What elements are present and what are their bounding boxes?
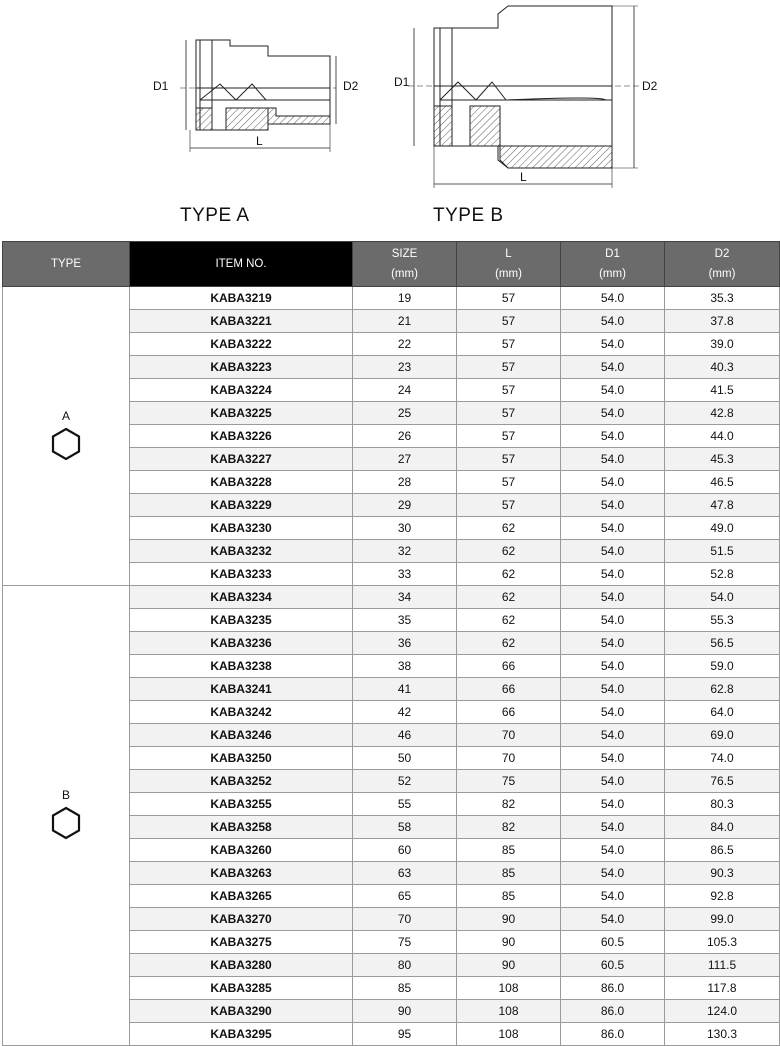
d1-cell: 54.0 <box>561 839 665 862</box>
item-number-cell: KABA3227 <box>130 448 353 471</box>
l-cell: 85 <box>457 885 561 908</box>
d1-cell: 54.0 <box>561 586 665 609</box>
d1-cell: 86.0 <box>561 1000 665 1023</box>
header-type: TYPE <box>3 242 130 287</box>
item-number-cell: KABA3250 <box>130 747 353 770</box>
socket-drawings <box>0 0 780 240</box>
type-a-l-label: L <box>256 134 263 148</box>
l-cell: 57 <box>457 448 561 471</box>
l-cell: 57 <box>457 310 561 333</box>
hexagon-icon <box>49 427 83 464</box>
size-cell: 25 <box>353 402 457 425</box>
d1-cell: 54.0 <box>561 908 665 931</box>
type-a-d1-label: D1 <box>153 79 169 93</box>
d2-cell: 117.8 <box>665 977 780 1000</box>
item-number-cell: KABA3221 <box>130 310 353 333</box>
item-number-cell: KABA3241 <box>130 678 353 701</box>
d2-cell: 69.0 <box>665 724 780 747</box>
size-cell: 90 <box>353 1000 457 1023</box>
item-number-cell: KABA3280 <box>130 954 353 977</box>
l-cell: 62 <box>457 609 561 632</box>
item-number-cell: KABA3285 <box>130 977 353 1000</box>
item-number-cell: KABA3290 <box>130 1000 353 1023</box>
size-cell: 24 <box>353 379 457 402</box>
type-b-d2-label: D2 <box>642 79 658 93</box>
item-number-cell: KABA3265 <box>130 885 353 908</box>
d1-cell: 54.0 <box>561 287 665 310</box>
type-letter: B <box>61 788 70 802</box>
d1-cell: 54.0 <box>561 356 665 379</box>
item-number-cell: KABA3226 <box>130 425 353 448</box>
item-number-cell: KABA3223 <box>130 356 353 379</box>
item-number-cell: KABA3219 <box>130 287 353 310</box>
l-cell: 70 <box>457 747 561 770</box>
type-group-cell <box>3 287 130 586</box>
d1-cell: 54.0 <box>561 724 665 747</box>
d1-cell: 60.5 <box>561 954 665 977</box>
item-number-cell: KABA3258 <box>130 816 353 839</box>
d1-cell: 54.0 <box>561 770 665 793</box>
d2-cell: 39.0 <box>665 333 780 356</box>
size-cell: 75 <box>353 931 457 954</box>
l-cell: 85 <box>457 862 561 885</box>
d2-cell: 42.8 <box>665 402 780 425</box>
table-body <box>3 287 780 1046</box>
size-cell: 80 <box>353 954 457 977</box>
d1-cell: 54.0 <box>561 885 665 908</box>
item-number-cell: KABA3242 <box>130 701 353 724</box>
d1-cell: 54.0 <box>561 609 665 632</box>
type-a-d2-label: D2 <box>343 79 359 93</box>
item-number-cell: KABA3233 <box>130 563 353 586</box>
item-number-cell: KABA3295 <box>130 1023 353 1046</box>
d2-cell: 80.3 <box>665 793 780 816</box>
size-cell: 85 <box>353 977 457 1000</box>
header-item-no: ITEM NO. <box>130 242 353 287</box>
d2-cell: 40.3 <box>665 356 780 379</box>
l-cell: 62 <box>457 632 561 655</box>
table-row <box>3 586 780 609</box>
d1-cell: 54.0 <box>561 747 665 770</box>
d2-cell: 54.0 <box>665 586 780 609</box>
size-cell: 22 <box>353 333 457 356</box>
d2-cell: 62.8 <box>665 678 780 701</box>
d2-cell: 90.3 <box>665 862 780 885</box>
item-number-cell: KABA3246 <box>130 724 353 747</box>
header-d2: D2 (mm) <box>665 242 780 287</box>
item-number-cell: KABA3236 <box>130 632 353 655</box>
l-cell: 82 <box>457 793 561 816</box>
size-cell: 21 <box>353 310 457 333</box>
size-cell: 27 <box>353 448 457 471</box>
d2-cell: 35.3 <box>665 287 780 310</box>
item-number-cell: KABA3234 <box>130 586 353 609</box>
d2-cell: 84.0 <box>665 816 780 839</box>
l-cell: 70 <box>457 724 561 747</box>
d1-cell: 54.0 <box>561 563 665 586</box>
d2-cell: 56.5 <box>665 632 780 655</box>
d1-cell: 54.0 <box>561 494 665 517</box>
d2-cell: 52.8 <box>665 563 780 586</box>
d1-cell: 86.0 <box>561 1023 665 1046</box>
item-number-cell: KABA3255 <box>130 793 353 816</box>
item-number-cell: KABA3252 <box>130 770 353 793</box>
size-cell: 60 <box>353 839 457 862</box>
l-cell: 108 <box>457 1023 561 1046</box>
l-cell: 57 <box>457 494 561 517</box>
size-cell: 26 <box>353 425 457 448</box>
size-cell: 63 <box>353 862 457 885</box>
type-b-caption: TYPE B <box>433 205 504 226</box>
d1-cell: 60.5 <box>561 931 665 954</box>
d1-cell: 54.0 <box>561 425 665 448</box>
type-b-l-label: L <box>520 170 527 184</box>
l-cell: 66 <box>457 655 561 678</box>
l-cell: 90 <box>457 908 561 931</box>
d2-cell: 86.5 <box>665 839 780 862</box>
size-cell: 35 <box>353 609 457 632</box>
d2-cell: 111.5 <box>665 954 780 977</box>
l-cell: 82 <box>457 816 561 839</box>
size-cell: 30 <box>353 517 457 540</box>
d1-cell: 54.0 <box>561 678 665 701</box>
d2-cell: 46.5 <box>665 471 780 494</box>
l-cell: 57 <box>457 425 561 448</box>
diagram-area <box>0 0 780 240</box>
size-cell: 42 <box>353 701 457 724</box>
size-cell: 95 <box>353 1023 457 1046</box>
d2-cell: 49.0 <box>665 517 780 540</box>
l-cell: 66 <box>457 678 561 701</box>
l-cell: 62 <box>457 586 561 609</box>
l-cell: 57 <box>457 402 561 425</box>
item-number-cell: KABA3225 <box>130 402 353 425</box>
d1-cell: 54.0 <box>561 310 665 333</box>
type-group-cell <box>3 586 130 1046</box>
table-header-row <box>3 242 780 287</box>
d1-cell: 86.0 <box>561 977 665 1000</box>
d2-cell: 41.5 <box>665 379 780 402</box>
item-number-cell: KABA3238 <box>130 655 353 678</box>
l-cell: 62 <box>457 563 561 586</box>
d1-cell: 54.0 <box>561 632 665 655</box>
d2-cell: 99.0 <box>665 908 780 931</box>
d1-cell: 54.0 <box>561 816 665 839</box>
l-cell: 75 <box>457 770 561 793</box>
size-cell: 34 <box>353 586 457 609</box>
item-number-cell: KABA3260 <box>130 839 353 862</box>
size-cell: 65 <box>353 885 457 908</box>
d1-cell: 54.0 <box>561 701 665 724</box>
l-cell: 57 <box>457 333 561 356</box>
size-cell: 50 <box>353 747 457 770</box>
l-cell: 90 <box>457 931 561 954</box>
l-cell: 57 <box>457 471 561 494</box>
header-d1: D1 (mm) <box>561 242 665 287</box>
item-number-cell: KABA3229 <box>130 494 353 517</box>
table-row <box>3 287 780 310</box>
d2-cell: 124.0 <box>665 1000 780 1023</box>
item-number-cell: KABA3263 <box>130 862 353 885</box>
size-cell: 38 <box>353 655 457 678</box>
size-cell: 23 <box>353 356 457 379</box>
item-number-cell: KABA3230 <box>130 517 353 540</box>
d1-cell: 54.0 <box>561 862 665 885</box>
specification-table <box>2 241 780 1046</box>
d2-cell: 105.3 <box>665 931 780 954</box>
d1-cell: 54.0 <box>561 379 665 402</box>
d1-cell: 54.0 <box>561 471 665 494</box>
size-cell: 46 <box>353 724 457 747</box>
d2-cell: 59.0 <box>665 655 780 678</box>
l-cell: 108 <box>457 1000 561 1023</box>
l-cell: 57 <box>457 356 561 379</box>
d2-cell: 76.5 <box>665 770 780 793</box>
size-cell: 36 <box>353 632 457 655</box>
header-size: SIZE (mm) <box>353 242 457 287</box>
item-number-cell: KABA3228 <box>130 471 353 494</box>
l-cell: 62 <box>457 540 561 563</box>
item-number-cell: KABA3222 <box>130 333 353 356</box>
d2-cell: 92.8 <box>665 885 780 908</box>
type-a-caption: TYPE A <box>180 205 250 226</box>
d1-cell: 54.0 <box>561 540 665 563</box>
item-number-cell: KABA3224 <box>130 379 353 402</box>
size-cell: 28 <box>353 471 457 494</box>
size-cell: 55 <box>353 793 457 816</box>
d2-cell: 51.5 <box>665 540 780 563</box>
type-b-socket-drawing <box>408 6 640 188</box>
d2-cell: 44.0 <box>665 425 780 448</box>
type-letter: A <box>61 408 70 423</box>
d2-cell: 47.8 <box>665 494 780 517</box>
d1-cell: 54.0 <box>561 517 665 540</box>
d2-cell: 55.3 <box>665 609 780 632</box>
d1-cell: 54.0 <box>561 333 665 356</box>
hexagon-icon <box>49 806 83 843</box>
d1-cell: 54.0 <box>561 402 665 425</box>
size-cell: 70 <box>353 908 457 931</box>
type-b-d1-label: D1 <box>394 75 410 89</box>
d1-cell: 54.0 <box>561 655 665 678</box>
l-cell: 57 <box>457 287 561 310</box>
d1-cell: 54.0 <box>561 448 665 471</box>
d2-cell: 45.3 <box>665 448 780 471</box>
item-number-cell: KABA3232 <box>130 540 353 563</box>
size-cell: 32 <box>353 540 457 563</box>
l-cell: 85 <box>457 839 561 862</box>
l-cell: 108 <box>457 977 561 1000</box>
d2-cell: 74.0 <box>665 747 780 770</box>
item-number-cell: KABA3270 <box>130 908 353 931</box>
d2-cell: 37.8 <box>665 310 780 333</box>
header-l: L (mm) <box>457 242 561 287</box>
l-cell: 90 <box>457 954 561 977</box>
item-number-cell: KABA3275 <box>130 931 353 954</box>
l-cell: 57 <box>457 379 561 402</box>
size-cell: 33 <box>353 563 457 586</box>
l-cell: 66 <box>457 701 561 724</box>
d2-cell: 130.3 <box>665 1023 780 1046</box>
size-cell: 58 <box>353 816 457 839</box>
d1-cell: 54.0 <box>561 793 665 816</box>
size-cell: 52 <box>353 770 457 793</box>
size-cell: 41 <box>353 678 457 701</box>
l-cell: 62 <box>457 517 561 540</box>
item-number-cell: KABA3235 <box>130 609 353 632</box>
size-cell: 29 <box>353 494 457 517</box>
d2-cell: 64.0 <box>665 701 780 724</box>
size-cell: 19 <box>353 287 457 310</box>
